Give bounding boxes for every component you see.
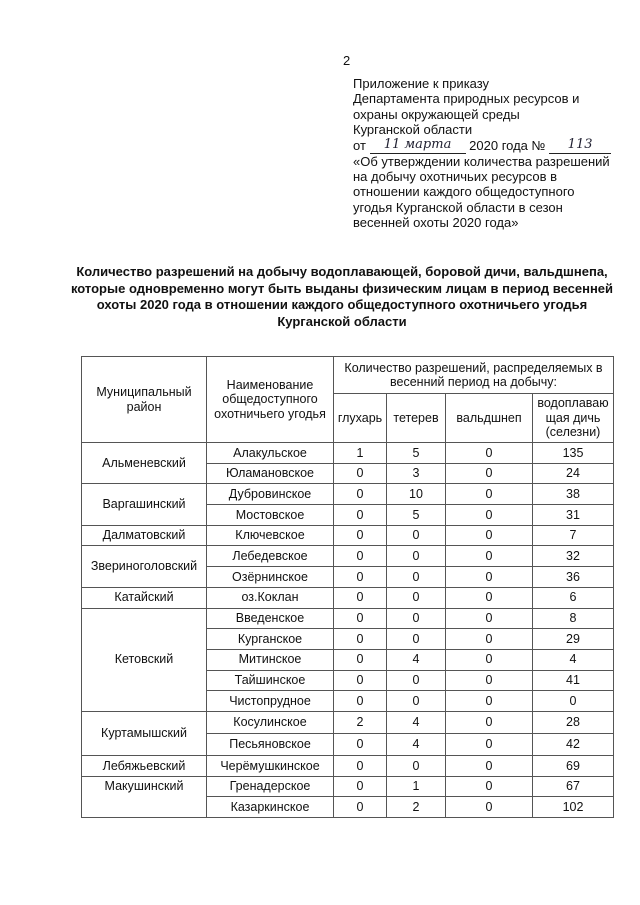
waterfowl-cell: 31 bbox=[533, 505, 614, 526]
waterfowl-cell: 36 bbox=[533, 567, 614, 588]
black-grouse-cell: 1 bbox=[387, 776, 446, 797]
woodcock-cell: 0 bbox=[446, 525, 533, 546]
permits-table bbox=[81, 356, 614, 818]
table-row bbox=[82, 587, 614, 608]
district-cell: Альменевский bbox=[82, 443, 207, 484]
waterfowl-cell: 69 bbox=[533, 755, 614, 776]
order-date-line bbox=[353, 138, 623, 154]
order-title-line: «Об утверждении количества разрешений bbox=[353, 153, 610, 169]
capercaillie-cell: 0 bbox=[334, 505, 387, 526]
appendix-block bbox=[353, 76, 623, 231]
date-suffix: 2020 года № bbox=[469, 137, 546, 153]
black-grouse-cell: 4 bbox=[387, 733, 446, 755]
table-row bbox=[82, 525, 614, 546]
black-grouse-cell: 10 bbox=[387, 484, 446, 505]
page-number: 2 bbox=[343, 53, 351, 68]
table-row bbox=[82, 546, 614, 567]
black-grouse-cell: 0 bbox=[387, 587, 446, 608]
district-cell: Далматовский bbox=[82, 525, 207, 546]
capercaillie-cell: 2 bbox=[334, 711, 387, 733]
ground-cell: Лебедевское bbox=[207, 546, 334, 567]
ground-cell: оз.Коклан bbox=[207, 587, 334, 608]
ground-cell: Чистопрудное bbox=[207, 691, 334, 712]
capercaillie-cell: 0 bbox=[334, 525, 387, 546]
ground-cell: Ключевское bbox=[207, 525, 334, 546]
handwritten-date: 11 марта bbox=[370, 138, 466, 154]
table-row bbox=[82, 776, 614, 797]
order-title-line: на добычу охотничьих ресурсов в bbox=[353, 169, 558, 185]
woodcock-cell: 0 bbox=[446, 567, 533, 588]
woodcock-cell: 0 bbox=[446, 670, 533, 691]
capercaillie-cell: 0 bbox=[334, 587, 387, 608]
woodcock-cell: 0 bbox=[446, 505, 533, 526]
header-capercaillie: глухарь bbox=[334, 394, 387, 443]
ground-cell: Косулинское bbox=[207, 711, 334, 733]
waterfowl-cell: 8 bbox=[533, 608, 614, 629]
woodcock-cell: 0 bbox=[446, 443, 533, 464]
black-grouse-cell: 5 bbox=[387, 443, 446, 464]
capercaillie-cell: 0 bbox=[334, 629, 387, 650]
waterfowl-cell: 32 bbox=[533, 546, 614, 567]
ground-cell: Озёрнинское bbox=[207, 567, 334, 588]
capercaillie-cell: 0 bbox=[334, 691, 387, 712]
ground-cell: Введенское bbox=[207, 608, 334, 629]
woodcock-cell: 0 bbox=[446, 691, 533, 712]
date-prefix: от bbox=[353, 137, 366, 153]
waterfowl-cell: 38 bbox=[533, 484, 614, 505]
woodcock-cell: 0 bbox=[446, 484, 533, 505]
header-black-grouse: тетерев bbox=[387, 394, 446, 443]
ground-cell: Гренадерское bbox=[207, 776, 334, 797]
capercaillie-cell: 0 bbox=[334, 484, 387, 505]
ground-cell: Алакульское bbox=[207, 443, 334, 464]
waterfowl-cell: 28 bbox=[533, 711, 614, 733]
capercaillie-cell: 0 bbox=[334, 670, 387, 691]
district-cell: Куртамышский bbox=[82, 711, 207, 755]
appendix-line: Департамента природных ресурсов и bbox=[353, 91, 580, 107]
table-row bbox=[82, 711, 614, 733]
waterfowl-cell: 29 bbox=[533, 629, 614, 650]
header-waterfowl: водоплаваю щая дичь (селезни) bbox=[533, 394, 614, 443]
black-grouse-cell: 2 bbox=[387, 797, 446, 818]
district-cell: Катайский bbox=[82, 587, 207, 608]
black-grouse-cell: 3 bbox=[387, 463, 446, 484]
waterfowl-cell: 102 bbox=[533, 797, 614, 818]
woodcock-cell: 0 bbox=[446, 733, 533, 755]
black-grouse-cell: 0 bbox=[387, 608, 446, 629]
black-grouse-cell: 0 bbox=[387, 629, 446, 650]
district-cell: Звериноголовский bbox=[82, 546, 207, 587]
woodcock-cell: 0 bbox=[446, 797, 533, 818]
appendix-line: Курганской области bbox=[353, 122, 473, 138]
ground-cell: Песьяновское bbox=[207, 733, 334, 755]
woodcock-cell: 0 bbox=[446, 755, 533, 776]
table-row bbox=[82, 755, 614, 776]
appendix-line: охраны окружающей среды bbox=[353, 106, 520, 122]
district-cell: Варгашинский bbox=[82, 484, 207, 525]
capercaillie-cell: 0 bbox=[334, 463, 387, 484]
waterfowl-cell: 4 bbox=[533, 649, 614, 670]
black-grouse-cell: 5 bbox=[387, 505, 446, 526]
header-district: Муниципальный район bbox=[82, 357, 207, 443]
waterfowl-cell: 7 bbox=[533, 525, 614, 546]
ground-cell: Тайшинское bbox=[207, 670, 334, 691]
capercaillie-cell: 0 bbox=[334, 567, 387, 588]
woodcock-cell: 0 bbox=[446, 546, 533, 567]
order-title-line: отношении каждого общедоступного bbox=[353, 184, 575, 200]
ground-cell: Казаркинское bbox=[207, 797, 334, 818]
waterfowl-cell: 0 bbox=[533, 691, 614, 712]
ground-cell: Юламановское bbox=[207, 463, 334, 484]
handwritten-order-number: 113 bbox=[549, 138, 611, 154]
ground-cell: Митинское bbox=[207, 649, 334, 670]
woodcock-cell: 0 bbox=[446, 587, 533, 608]
appendix-line: Приложение к приказу bbox=[353, 76, 490, 91]
capercaillie-cell: 1 bbox=[334, 443, 387, 464]
black-grouse-cell: 4 bbox=[387, 649, 446, 670]
table-row bbox=[82, 484, 614, 505]
capercaillie-cell: 0 bbox=[334, 649, 387, 670]
ground-cell: Мостовское bbox=[207, 505, 334, 526]
header-group: Количество разрешений, распределяемых в весенний период на добычу: bbox=[334, 357, 614, 394]
capercaillie-cell: 0 bbox=[334, 755, 387, 776]
woodcock-cell: 0 bbox=[446, 649, 533, 670]
black-grouse-cell: 0 bbox=[387, 755, 446, 776]
black-grouse-cell: 0 bbox=[387, 546, 446, 567]
header-woodcock: вальдшнеп bbox=[446, 394, 533, 443]
waterfowl-cell: 67 bbox=[533, 776, 614, 797]
table-row bbox=[82, 608, 614, 629]
capercaillie-cell: 0 bbox=[334, 608, 387, 629]
woodcock-cell: 0 bbox=[446, 711, 533, 733]
black-grouse-cell: 0 bbox=[387, 525, 446, 546]
district-cell: Лебяжьевский bbox=[82, 755, 207, 776]
order-title-line: угодья Курганской области в сезон bbox=[353, 199, 563, 215]
ground-cell: Курганское bbox=[207, 629, 334, 650]
woodcock-cell: 0 bbox=[446, 463, 533, 484]
capercaillie-cell: 0 bbox=[334, 733, 387, 755]
capercaillie-cell: 0 bbox=[334, 776, 387, 797]
black-grouse-cell: 0 bbox=[387, 567, 446, 588]
waterfowl-cell: 24 bbox=[533, 463, 614, 484]
waterfowl-cell: 6 bbox=[533, 587, 614, 608]
black-grouse-cell: 0 bbox=[387, 670, 446, 691]
woodcock-cell: 0 bbox=[446, 608, 533, 629]
table-row bbox=[82, 443, 614, 464]
waterfowl-cell: 42 bbox=[533, 733, 614, 755]
capercaillie-cell: 0 bbox=[334, 797, 387, 818]
district-cell: Кетовский bbox=[82, 608, 207, 711]
black-grouse-cell: 4 bbox=[387, 711, 446, 733]
woodcock-cell: 0 bbox=[446, 629, 533, 650]
order-title-line: весенней охоты 2020 года» bbox=[353, 215, 519, 231]
district-cell: Макушинский bbox=[82, 776, 207, 817]
document-title: Количество разрешений на добычу водоплавающей, боровой дичи, вальдшнепа, которые одновременно могут быть выданы физическим лицам в период весенней охоты 2020 года в отношении каждого общедоступного охотничьего угодья Курганской области bbox=[70, 264, 614, 329]
header-ground: Наименование общедоступного охотничьего угодья bbox=[207, 357, 334, 443]
capercaillie-cell: 0 bbox=[334, 546, 387, 567]
waterfowl-cell: 41 bbox=[533, 670, 614, 691]
waterfowl-cell: 135 bbox=[533, 443, 614, 464]
woodcock-cell: 0 bbox=[446, 776, 533, 797]
ground-cell: Дубровинское bbox=[207, 484, 334, 505]
black-grouse-cell: 0 bbox=[387, 691, 446, 712]
ground-cell: Черёмушкинское bbox=[207, 755, 334, 776]
